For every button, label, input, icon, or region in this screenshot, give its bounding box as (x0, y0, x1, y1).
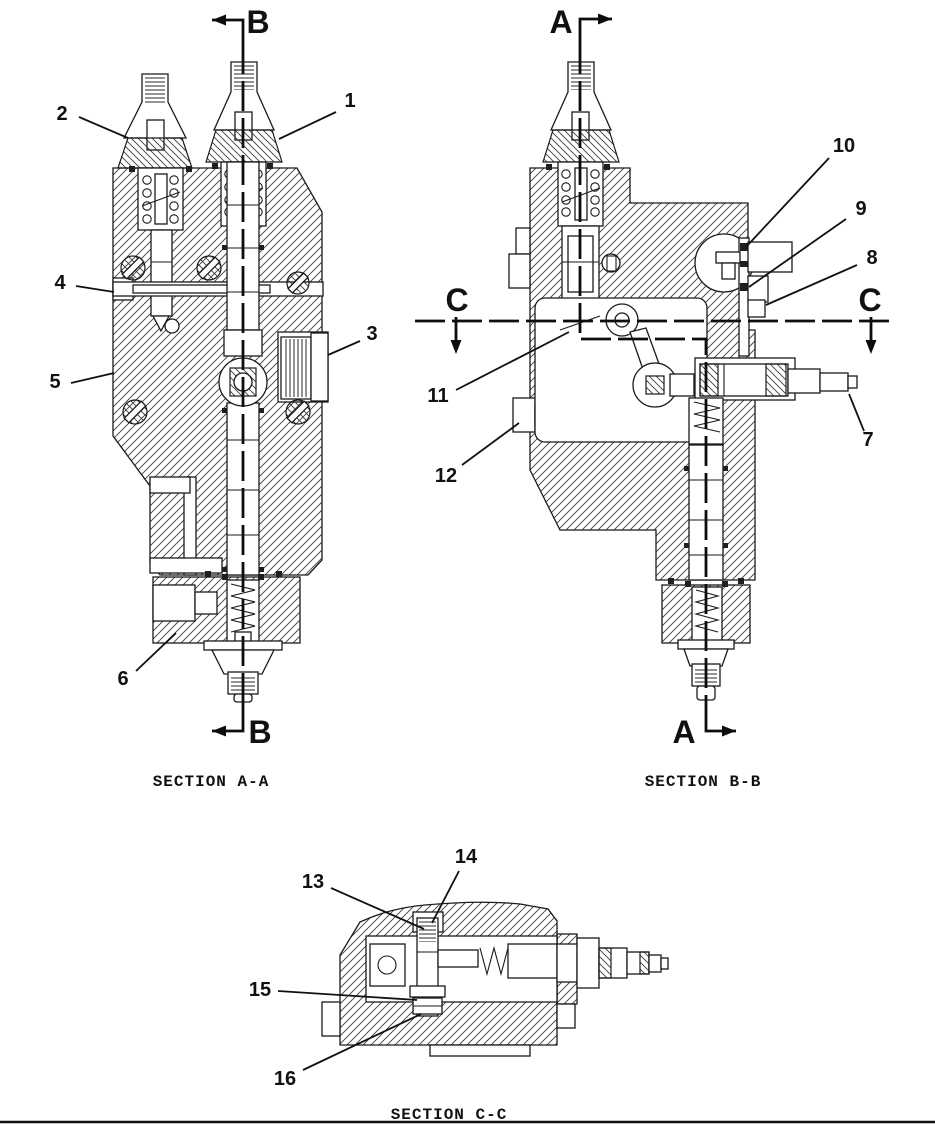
pivot-pad (370, 944, 405, 986)
leader-line (76, 286, 114, 292)
section-aa-view (113, 62, 328, 702)
callout-5 (49, 371, 114, 393)
callout-number: 13 (301, 871, 325, 893)
cut-letter: C (445, 282, 469, 318)
bolt-head (602, 254, 620, 272)
left-stub-upper (516, 228, 530, 254)
right-tab-item8 (748, 300, 765, 317)
leader-line (328, 341, 360, 355)
spring-cartridge-left (138, 168, 183, 230)
bottom-tab-cc (430, 1045, 530, 1056)
cut-letter: A (549, 4, 573, 40)
cut-letter: B (248, 714, 272, 750)
side-channel (150, 477, 190, 493)
callout-number: 6 (117, 668, 129, 690)
section-arrow-icon (451, 340, 462, 354)
leader-line (746, 158, 829, 247)
callout-number: 15 (248, 979, 272, 1001)
callout-number: 1 (344, 90, 356, 112)
callout-number: 14 (454, 846, 478, 868)
cut-marker-a (672, 700, 736, 750)
section-cc-view (322, 902, 668, 1056)
callout-number: 12 (434, 465, 458, 487)
left-stub-lower (509, 254, 530, 288)
cut-marker-b (212, 700, 272, 750)
cut-letter: B (246, 4, 270, 40)
cut-marker-line (706, 700, 736, 731)
callout-12 (435, 423, 519, 487)
leader-line (462, 423, 519, 465)
section-bb-view (509, 62, 857, 700)
section-arrow-icon (212, 15, 226, 26)
cut-letter: A (672, 714, 696, 750)
link-cc (438, 950, 478, 967)
leader-line (849, 394, 864, 431)
right-bolt-stub (748, 242, 792, 272)
callout-1 (279, 90, 356, 139)
callout-number: 7 (862, 429, 874, 451)
port-plug (278, 332, 328, 402)
section-arrow-icon (722, 726, 736, 737)
right-stub-cc (557, 1004, 575, 1028)
callout-7 (849, 394, 874, 451)
lower-channel (150, 558, 222, 573)
cut-marker-c (858, 282, 881, 354)
callout-number: 10 (832, 135, 856, 157)
section-arrow-icon (212, 726, 226, 737)
section-arrow-icon (866, 340, 877, 354)
leader-line (71, 373, 114, 383)
cut-marker-a (549, 4, 612, 44)
section-arrow-icon (598, 14, 612, 25)
left-tab-cc (322, 1002, 340, 1036)
callout-4 (54, 272, 114, 294)
callout-number: 11 (427, 385, 449, 407)
cut-letter: C (858, 282, 882, 318)
section-aa-title: SECTION A-A (152, 773, 270, 791)
callout-2 (56, 103, 128, 138)
leader-line (79, 117, 128, 138)
callout-number: 16 (273, 1068, 297, 1090)
cut-marker-b (212, 4, 270, 44)
leader-line (279, 112, 336, 139)
callout-10 (746, 135, 855, 247)
cut-marker-c (445, 282, 468, 354)
callout-number: 2 (56, 103, 68, 125)
cut-marker-line (580, 19, 612, 44)
callout-number: 8 (866, 247, 878, 269)
section-cc-title: SECTION C-C (390, 1106, 508, 1124)
callout-3 (328, 323, 378, 355)
callout-number: 3 (366, 323, 378, 345)
callout-number: 5 (49, 371, 61, 393)
callout-6 (117, 633, 176, 690)
callout-number: 9 (855, 198, 867, 220)
cut-marker-line (212, 20, 243, 44)
cut-marker-line (212, 700, 243, 731)
section-bb-title: SECTION B-B (644, 773, 762, 791)
item7-shaft (695, 358, 857, 400)
adjuster-left (118, 74, 192, 168)
callout-number: 4 (54, 272, 66, 294)
